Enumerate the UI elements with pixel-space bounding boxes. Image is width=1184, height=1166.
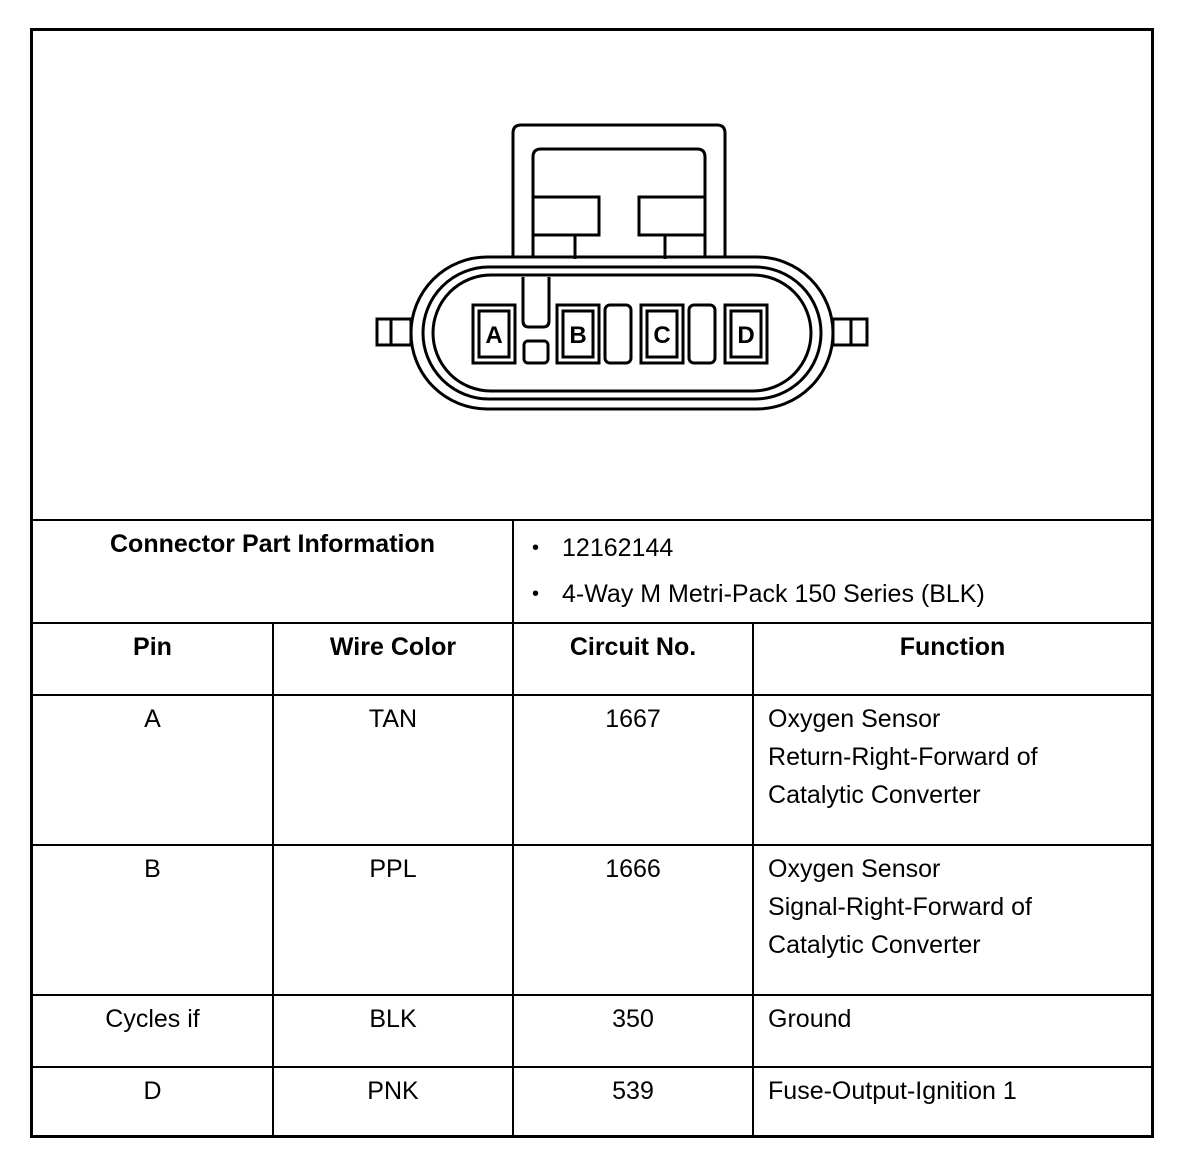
part-series-item: • 4-Way M Metri-Pack 150 Series (BLK) [532, 580, 985, 608]
wire-color-cell: TAN [273, 695, 513, 845]
table-row [33, 1067, 1151, 1138]
function-cell: Fuse-Output-Ignition 1 [753, 1067, 1151, 1138]
latch-inner-outline [533, 149, 705, 257]
circuit-cell: 350 [513, 995, 753, 1067]
circuit-cell: 539 [513, 1067, 753, 1138]
pin-cell: B [33, 845, 273, 995]
key-slot [524, 341, 548, 363]
table-row [33, 995, 1151, 1067]
latch-housing-outline [513, 125, 725, 257]
part-info-label: Connector Part Information [33, 520, 513, 623]
header-circuit: Circuit No. [513, 623, 753, 695]
function-cell: Oxygen Sensor Signal-Right-Forward of Catalytic Converter [753, 845, 1151, 995]
divider-b-c [605, 305, 631, 363]
circuit-cell: 1666 [513, 845, 753, 995]
part-number: 12162144 [562, 534, 674, 562]
connector-document [30, 28, 1154, 1138]
pin-cell: Cycles if [33, 995, 273, 1067]
wire-color-cell: BLK [273, 995, 513, 1067]
pin-cell: A [33, 695, 273, 845]
pinout-table [33, 519, 1151, 1138]
function-cell: Ground [753, 995, 1151, 1067]
part-info-list [528, 525, 1137, 617]
pin-label-a: A [485, 322, 503, 349]
connector-drawing [33, 31, 1151, 519]
part-info-row [33, 520, 1151, 623]
part-series: 4-Way M Metri-Pack 150 Series (BLK) [562, 580, 985, 608]
part-info-values [513, 520, 1151, 623]
table-row [33, 845, 1151, 995]
header-row [33, 623, 1151, 695]
header-wire-color: Wire Color [273, 623, 513, 695]
part-number-item: • 12162144 [532, 534, 674, 562]
pin-label-c: C [653, 322, 671, 349]
pin-label-b: B [569, 322, 587, 349]
divider-c-d [689, 305, 715, 363]
pin-label-d: D [737, 322, 755, 349]
header-pin: Pin [33, 623, 273, 695]
circuit-cell: 1667 [513, 695, 753, 845]
connector-diagram [33, 31, 1151, 519]
wire-color-cell: PNK [273, 1067, 513, 1138]
latch-left-tab [533, 197, 599, 235]
polarizing-key [523, 277, 549, 327]
header-function: Function [753, 623, 1151, 695]
wire-color-cell: PPL [273, 845, 513, 995]
table-row [33, 695, 1151, 845]
function-cell: Oxygen Sensor Return-Right-Forward of Catalytic Converter [753, 695, 1151, 845]
latch-right-tab [639, 197, 705, 235]
left-side-tab [377, 319, 411, 345]
pin-cell: D [33, 1067, 273, 1138]
